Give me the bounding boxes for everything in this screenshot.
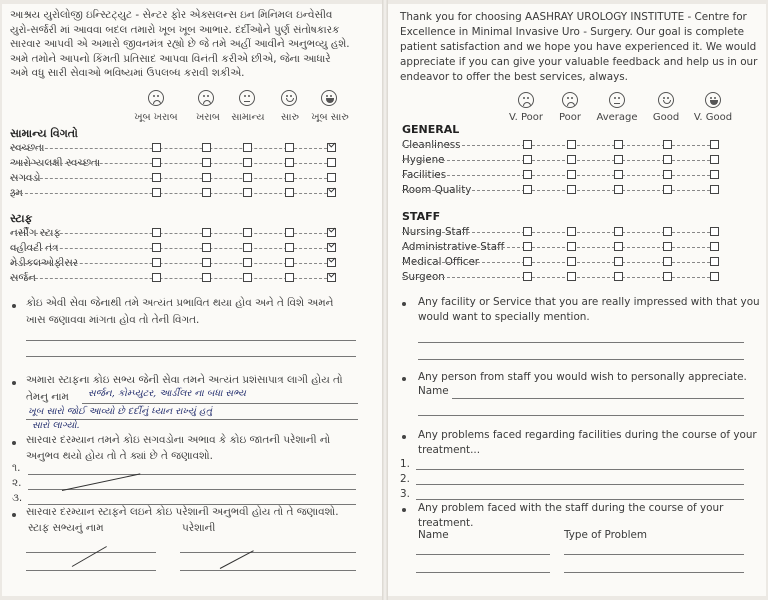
face-mouth <box>710 100 718 105</box>
section-title-staff: સ્ટાફ <box>10 212 33 225</box>
scale-label: Average <box>596 112 638 123</box>
rating-row-label: Room Quality <box>402 184 472 196</box>
bullet <box>402 377 406 381</box>
answer-line[interactable] <box>418 415 744 416</box>
rating-checkbox[interactable] <box>243 243 252 252</box>
rating-checkbox[interactable] <box>663 227 672 236</box>
leader-line <box>10 178 327 179</box>
rating-checkbox[interactable] <box>152 158 161 167</box>
check-mark <box>328 225 335 232</box>
face-mouth <box>326 98 334 103</box>
leader-line <box>10 193 327 194</box>
intro-line: આશ્રય યુરોલોજી ઇન્સ્ટિટ્યુટ - સેન્ટર ફોર એક્સલન્સ ઇન મિનિમલ ઇન્વેસીવ <box>10 9 333 21</box>
rating-row-label: Administrative Staff <box>402 241 505 253</box>
rating-checkbox[interactable] <box>614 170 623 179</box>
rating-checkbox[interactable] <box>327 143 336 152</box>
answer-line[interactable] <box>452 398 744 399</box>
rating-row-label: સર્જન <box>10 272 36 284</box>
answer-line[interactable] <box>418 342 744 343</box>
rating-row-label: નર્સીંગ સ્ટાફ <box>10 227 61 239</box>
rating-checkbox[interactable] <box>567 140 576 149</box>
rating-row-label: આરોગ્યલક્ષી સ્વચ્છતા <box>10 157 101 169</box>
rating-checkbox[interactable] <box>243 173 252 182</box>
answer-line[interactable] <box>82 403 358 404</box>
question-text: સારવાર દરમ્યાન તમને કોઇ સગવડોના અભાવ કે કોઇ જાતની પરેશાની નો <box>26 434 331 446</box>
neutral-face-icon <box>239 90 255 106</box>
face-mouth <box>523 102 531 106</box>
rating-checkbox[interactable] <box>710 185 719 194</box>
check-mark <box>328 240 335 247</box>
rating-checkbox[interactable] <box>285 173 294 182</box>
rating-checkbox[interactable] <box>202 188 211 197</box>
rating-checkbox[interactable] <box>663 185 672 194</box>
leader-line <box>10 278 327 279</box>
rating-checkbox[interactable] <box>202 243 211 252</box>
question-text: would want to specially mention. <box>418 311 590 323</box>
face-mouth <box>567 102 575 106</box>
list-number: ૩. <box>12 492 23 504</box>
face-mouth <box>286 98 294 102</box>
rating-checkbox[interactable] <box>202 273 211 282</box>
rating-row-label: Surgeon <box>402 271 445 283</box>
rating-checkbox[interactable] <box>152 273 161 282</box>
leader-line <box>10 163 327 164</box>
question-text: સારવાર દરમ્યાન સ્ટાફને લઇને કોઇ પરેશાની અનુભવી હોય તો તે જણાવશો. <box>26 506 339 518</box>
list-number: ૨. <box>12 477 22 489</box>
rating-row-label: વહીવટી તંત્ર <box>10 242 59 254</box>
gujarati-rating-row <box>2 172 378 184</box>
rating-checkbox[interactable] <box>152 188 161 197</box>
rating-checkbox[interactable] <box>523 257 532 266</box>
intro-line: Thank you for choosing AASHRAY UROLOGY INSTITUTE - Centre for <box>400 11 747 23</box>
answer-line[interactable] <box>26 552 156 553</box>
bullet <box>402 302 406 306</box>
rating-checkbox[interactable] <box>614 242 623 251</box>
rating-row-label: Medical Officer <box>402 256 480 268</box>
scale-label: V. Good <box>693 112 733 123</box>
face-mouth <box>663 100 671 104</box>
rating-checkbox[interactable] <box>327 243 336 252</box>
leader-line <box>10 148 327 149</box>
answer-line[interactable] <box>564 554 744 555</box>
handwritten-answer: સારો લાગ્યો. <box>32 420 80 431</box>
gujarati-rating-row <box>2 272 378 284</box>
bullet <box>402 435 406 439</box>
answer-line[interactable] <box>416 469 744 470</box>
answer-line[interactable] <box>416 484 744 485</box>
rating-checkbox[interactable] <box>327 188 336 197</box>
column-label: પરેશાની <box>182 522 216 534</box>
answer-line[interactable] <box>418 359 744 360</box>
check-mark <box>328 255 335 262</box>
rating-row-label: Facilities <box>402 169 447 181</box>
rating-checkbox[interactable] <box>327 173 336 182</box>
answer-line[interactable] <box>416 499 744 500</box>
rating-checkbox[interactable] <box>523 272 532 281</box>
english-page <box>388 4 766 596</box>
question-text: treatment. <box>418 517 474 529</box>
big-smile-face-icon <box>321 90 337 106</box>
question-text: ખાસ જણાવવા માંગતા હોવ તો તેની વિગત. <box>26 314 200 326</box>
handwritten-answer: સર્જન, કોમ્પ્યુટર, આર્ડીલર ના બધા સભ્ય <box>88 388 246 399</box>
sad-face-icon <box>198 90 214 106</box>
rating-checkbox[interactable] <box>285 143 294 152</box>
rating-row-label: સગવડો <box>10 172 41 184</box>
rating-checkbox[interactable] <box>202 228 211 237</box>
bullet <box>12 513 16 517</box>
rating-checkbox[interactable] <box>567 170 576 179</box>
rating-checkbox[interactable] <box>243 273 252 282</box>
intro-line: અમે વધુ સારી સેવાઓ ભવિષ્યમાં ઉપલબ્ધ કરાવી શકીએ. <box>10 67 245 79</box>
leader-line <box>10 248 327 249</box>
rating-checkbox[interactable] <box>152 258 161 267</box>
rating-checkbox[interactable] <box>710 272 719 281</box>
rating-row-label: Hygiene <box>402 154 445 166</box>
rating-checkbox[interactable] <box>567 185 576 194</box>
rating-checkbox[interactable] <box>710 242 719 251</box>
bullet <box>12 304 16 308</box>
rating-checkbox[interactable] <box>567 242 576 251</box>
section-title-general: GENERAL <box>402 123 460 136</box>
check-mark <box>328 270 335 277</box>
bullet <box>12 441 16 445</box>
smile-face-icon <box>658 92 674 108</box>
english-rating-row <box>388 226 764 238</box>
rating-checkbox[interactable] <box>567 257 576 266</box>
list-number: 3. <box>400 488 410 500</box>
rating-checkbox[interactable] <box>614 155 623 164</box>
rating-checkbox[interactable] <box>523 185 532 194</box>
rating-checkbox[interactable] <box>567 272 576 281</box>
english-rating-row <box>388 256 764 268</box>
scale-label: સારુ <box>281 112 299 123</box>
gujarati-rating-row <box>2 157 378 169</box>
scale-label: સામાન્ય <box>231 112 265 123</box>
rating-row-label: મેડીકલઓફીસર <box>10 257 78 269</box>
rating-checkbox[interactable] <box>152 143 161 152</box>
rating-checkbox[interactable] <box>243 143 252 152</box>
column-label: સ્ટાફ સભ્યનું નામ <box>28 522 104 534</box>
answer-line[interactable] <box>416 572 550 573</box>
intro-line: Excellence in Minimal Invasive Uro - Surgery. Our goal is complete <box>400 26 745 38</box>
question-text: અનુભવ થયો હોય તો તે ક્યાં છે તે જણાવશો. <box>26 450 213 462</box>
rating-checkbox[interactable] <box>202 173 211 182</box>
rating-checkbox[interactable] <box>243 258 252 267</box>
answer-line[interactable] <box>564 572 744 573</box>
rating-checkbox[interactable] <box>327 228 336 237</box>
gujarati-rating-row <box>2 227 378 239</box>
rating-checkbox[interactable] <box>614 257 623 266</box>
scale-label: Good <box>652 112 680 123</box>
answer-line[interactable] <box>26 340 356 341</box>
intro-line: અમે તમોને આપનો કિંમતી પ્રતિસાદ આપવા વિનંતી કરીએ છીએ, જેના આધારે <box>10 52 331 65</box>
bullet <box>402 508 406 512</box>
rating-checkbox[interactable] <box>614 272 623 281</box>
english-rating-row <box>388 139 764 151</box>
rating-checkbox[interactable] <box>152 243 161 252</box>
rating-checkbox[interactable] <box>243 158 252 167</box>
rating-checkbox[interactable] <box>523 242 532 251</box>
leader-line <box>10 263 327 264</box>
list-number: 1. <box>400 458 410 470</box>
rating-checkbox[interactable] <box>663 242 672 251</box>
rating-checkbox[interactable] <box>327 258 336 267</box>
rating-checkbox[interactable] <box>663 170 672 179</box>
rating-checkbox[interactable] <box>663 155 672 164</box>
rating-checkbox[interactable] <box>663 257 672 266</box>
gujarati-rating-row <box>2 257 378 269</box>
english-rating-row <box>388 241 764 253</box>
question-text: Any person from staff you would wish to personally appreciate. <box>418 371 747 383</box>
answer-line[interactable] <box>180 570 356 571</box>
question-text: અમારા સ્ટાફના કોઇ સભ્ય જેની સેવા તમને અત્યંત પ્રશંસાપાત્ર લાગી હોય તો <box>26 374 343 386</box>
rating-checkbox[interactable] <box>710 170 719 179</box>
strike-scribble <box>72 546 107 567</box>
rating-checkbox[interactable] <box>710 155 719 164</box>
rating-checkbox[interactable] <box>523 170 532 179</box>
rating-row-label: રૂમ <box>10 187 23 199</box>
bullet <box>12 381 16 385</box>
english-rating-row <box>388 169 764 181</box>
intro-line: યુરો-સર્જરી માં આવવા બદલ તમારો ખૂબ ખૂબ આભાર. દર્દીઓને પુર્ણ સંતોષકારક <box>10 23 340 36</box>
field-label: Name <box>418 385 449 397</box>
rating-checkbox[interactable] <box>663 140 672 149</box>
column-label: Type of Problem <box>564 529 647 541</box>
gujarati-page <box>2 4 382 596</box>
rating-checkbox[interactable] <box>327 273 336 282</box>
gujarati-rating-row <box>2 187 378 199</box>
english-rating-row <box>388 154 764 166</box>
question-text: Any problems faced regarding facilities during the course of your <box>418 429 757 441</box>
rating-checkbox[interactable] <box>614 185 623 194</box>
intro-line: appreciate if you can give your valuable feedback and help us in our <box>400 56 758 68</box>
scale-label: Poor <box>558 112 582 123</box>
rating-checkbox[interactable] <box>285 188 294 197</box>
list-number: 2. <box>400 473 410 485</box>
rating-checkbox[interactable] <box>710 257 719 266</box>
leader-line <box>10 233 327 234</box>
rating-checkbox[interactable] <box>243 188 252 197</box>
rating-checkbox[interactable] <box>285 158 294 167</box>
rating-checkbox[interactable] <box>614 227 623 236</box>
rating-checkbox[interactable] <box>710 140 719 149</box>
intro-line: patient satisfaction and we hope you have experienced it. We would <box>400 41 757 53</box>
answer-line[interactable] <box>26 356 356 357</box>
gujarati-rating-row <box>2 142 378 154</box>
rating-checkbox[interactable] <box>523 155 532 164</box>
rating-checkbox[interactable] <box>663 272 672 281</box>
big-smile-face-icon <box>705 92 721 108</box>
scale-label: V. Poor <box>509 112 543 123</box>
english-rating-row <box>388 184 764 196</box>
rating-checkbox[interactable] <box>243 228 252 237</box>
sad-face-icon <box>562 92 578 108</box>
rating-checkbox[interactable] <box>285 243 294 252</box>
question-text: Any problem faced with the staff during the course of your <box>418 502 724 514</box>
intro-line: endeavor to offer the best services, always. <box>400 71 628 83</box>
very-sad-face-icon <box>148 90 164 106</box>
list-number: ૧. <box>12 462 21 474</box>
question-text: કોઇ એવી સેવા જેનાથી તમે અત્યંત પ્રભાવિત થયા હોવ અને તે વિશે અમને <box>26 297 334 309</box>
rating-checkbox[interactable] <box>152 228 161 237</box>
scale-label: ખૂબ સારુ <box>311 112 349 123</box>
question-text: Any facility or Service that you are really impressed with that you <box>418 296 760 308</box>
rating-checkbox[interactable] <box>202 258 211 267</box>
rating-checkbox[interactable] <box>285 273 294 282</box>
rating-checkbox[interactable] <box>285 258 294 267</box>
strike-scribble <box>220 550 254 569</box>
rating-row-label: Nursing Staff <box>402 226 470 238</box>
question-text: તેમનુ નામ <box>26 391 69 403</box>
rating-row-label: સ્વચ્છતા <box>10 142 45 154</box>
rating-checkbox[interactable] <box>152 173 161 182</box>
very-sad-face-icon <box>518 92 534 108</box>
section-title-general: સામાન્ય વિગતો <box>10 127 78 140</box>
section-title-staff: STAFF <box>402 210 441 223</box>
answer-line[interactable] <box>28 474 356 475</box>
answer-line[interactable] <box>180 552 356 553</box>
rating-row-label: Cleanliness <box>402 139 461 151</box>
rating-checkbox[interactable] <box>567 227 576 236</box>
rating-checkbox[interactable] <box>523 140 532 149</box>
answer-line[interactable] <box>26 570 156 571</box>
intro-line: સારવાર આપવી એ અમારો જીવનમંત્ર રહ્યો છે જે તમે અહીં આવીને અનુભવ્યુ હશે. <box>10 38 350 50</box>
check-mark <box>328 185 335 192</box>
rating-checkbox[interactable] <box>202 143 211 152</box>
answer-line[interactable] <box>28 489 356 490</box>
rating-checkbox[interactable] <box>202 158 211 167</box>
rating-checkbox[interactable] <box>523 227 532 236</box>
rating-checkbox[interactable] <box>567 155 576 164</box>
column-label: Name <box>418 529 449 541</box>
face-mouth <box>153 100 161 104</box>
answer-line[interactable] <box>416 554 550 555</box>
neutral-face-icon <box>609 92 625 108</box>
face-mouth <box>614 103 620 104</box>
rating-checkbox[interactable] <box>614 140 623 149</box>
gujarati-rating-row <box>2 242 378 254</box>
smile-face-icon <box>281 90 297 106</box>
face-mouth <box>244 101 250 102</box>
handwritten-answer: ખૂબ સારો જોઈ આવ્યો છે દર્દીનું ધ્યાન રાખ્યું હતું <box>28 406 213 417</box>
scale-label: ખૂબ ખરાબ <box>134 112 178 123</box>
rating-checkbox[interactable] <box>327 158 336 167</box>
rating-checkbox[interactable] <box>710 227 719 236</box>
face-mouth <box>203 100 211 104</box>
scale-label: ખરાબ <box>196 112 220 123</box>
rating-checkbox[interactable] <box>285 228 294 237</box>
check-mark <box>328 140 335 147</box>
question-text: treatment... <box>418 444 481 456</box>
english-rating-row <box>388 271 764 283</box>
